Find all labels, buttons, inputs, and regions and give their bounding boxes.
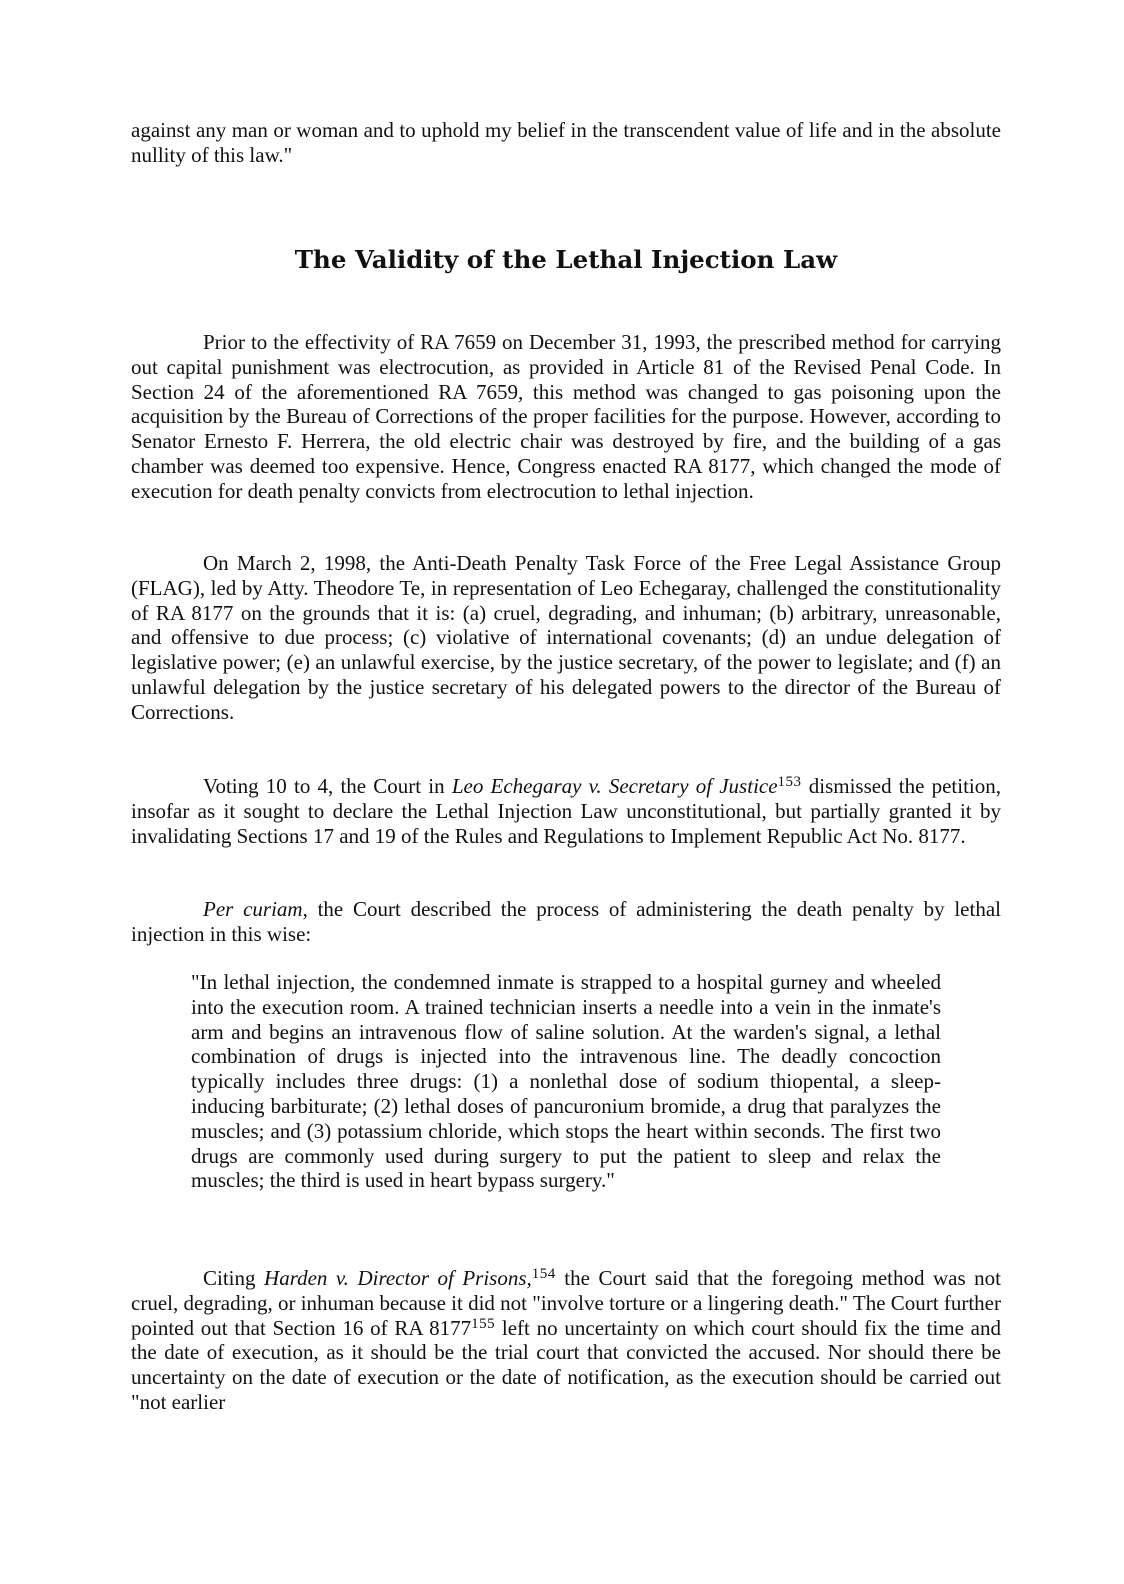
paragraph-flag-challenge: On March 2, 1998, the Anti-Death Penalty Task Force of the Free Legal Assistance Group (FLAG), led by Atty. Theodore Te, in representation of Leo Echegaray, challenged the constitutionality of RA 8177 on the grounds that it is: (a) cruel, degrading, and inhuman; (b) arbitrary, unreasonable, and offensive to due process; (c) violative of international covenants; (d) an undue delegation of legislative power; (e) an unlawful exercise, by the justice secretary, of the power to legislate; and (f) an unlawful delegation by the justice secretary of his delegated powers to the director of the Bureau of Corrections. (131, 551, 1001, 724)
block-quote-lethal-injection: "In lethal injection, the condemned inmate is strapped to a hospital gurney and wheeled into the execution room. A trained technician inserts a needle into a vein in the inmate's arm and begins an intravenous flow of saline solution. At the warden's signal, a lethal combination of drugs is injected into the intravenous line. The deadly concoction typically includes three drugs: (1) a nonlethal dose of sodium thiopental, a sleep-inducing barbiturate; (2) lethal doses of pancuronium bromide, a drug that paralyzes the muscles; and (3) potassium chloride, which stops the heart within seconds. The first two drugs are commonly used during surgery to put the patient to sleep and relax the muscles; the third is used in heart bypass surgery." (191, 970, 941, 1193)
case-citation: Leo Echegaray v. Secretary of Justice (451, 774, 778, 798)
case-citation: Harden v. Director of Prisons, (264, 1266, 532, 1290)
paragraph-per-curiam (131, 897, 1001, 947)
paragraph-harden-citation (131, 1266, 1001, 1415)
continuation-paragraph: against any man or woman and to uphold my belief in the transcendent value of life and in the absolute nullity of this law." (131, 118, 1001, 167)
section-heading: The Validity of the Lethal Injection Law (294, 245, 838, 274)
paragraph-electrocution-history: Prior to the effectivity of RA 7659 on December 31, 1993, the prescribed method for carrying out capital punishment was electrocution, as provided in Article 81 of the Revised Penal Code. In Section 24 of the aforementioned RA 7659, this method was changed to gas poisoning upon the acquisition by the Bureau of Corrections of the proper facilities for the purpose. However, according to Senator Ernesto F. Herrera, the old electric chair was destroyed by fire, and the building of a gas chamber was deemed too expensive. Hence, Congress enacted RA 8177, which changed the mode of execution for death penalty convicts from electrocution to lethal injection. (131, 330, 1001, 503)
footnote-ref-154[interactable]: 154 (531, 1266, 556, 1282)
text-run: the Court said that the foregoing method was not cruel, degrading, or inhuman because it did not "involve torture or a lingering death." The Court further pointed out that Section 16 of RA 8177 (131, 1266, 1002, 1340)
paragraph-echegaray-ruling (131, 774, 1001, 848)
italic-term: Per curiam (203, 897, 303, 921)
text-run: Voting 10 to 4, the Court in (203, 774, 452, 798)
text-run: Citing (203, 1266, 265, 1290)
text-run: left no uncertainty on which court should fix the time and the date of execution, as it should be the trial court that convicted the accused. Nor should there be uncertainty on the date of execution or the date of notification, as the execution should be carried out "not earlier (131, 1315, 1002, 1414)
footnote-ref-153[interactable]: 153 (777, 774, 802, 790)
text-run: , the Court described the process of administering the death penalty by lethal injection in this wise: (131, 897, 1001, 946)
text-run: dismissed the petition, insofar as it sought to declare the Lethal Injection Law unconstitutional, but partially granted it by invalidating Sections 17 and 19 of the Rules and Regulations to Implement Republic Act No. 8177. (131, 774, 1002, 848)
footnote-ref-155[interactable]: 155 (471, 1315, 496, 1332)
